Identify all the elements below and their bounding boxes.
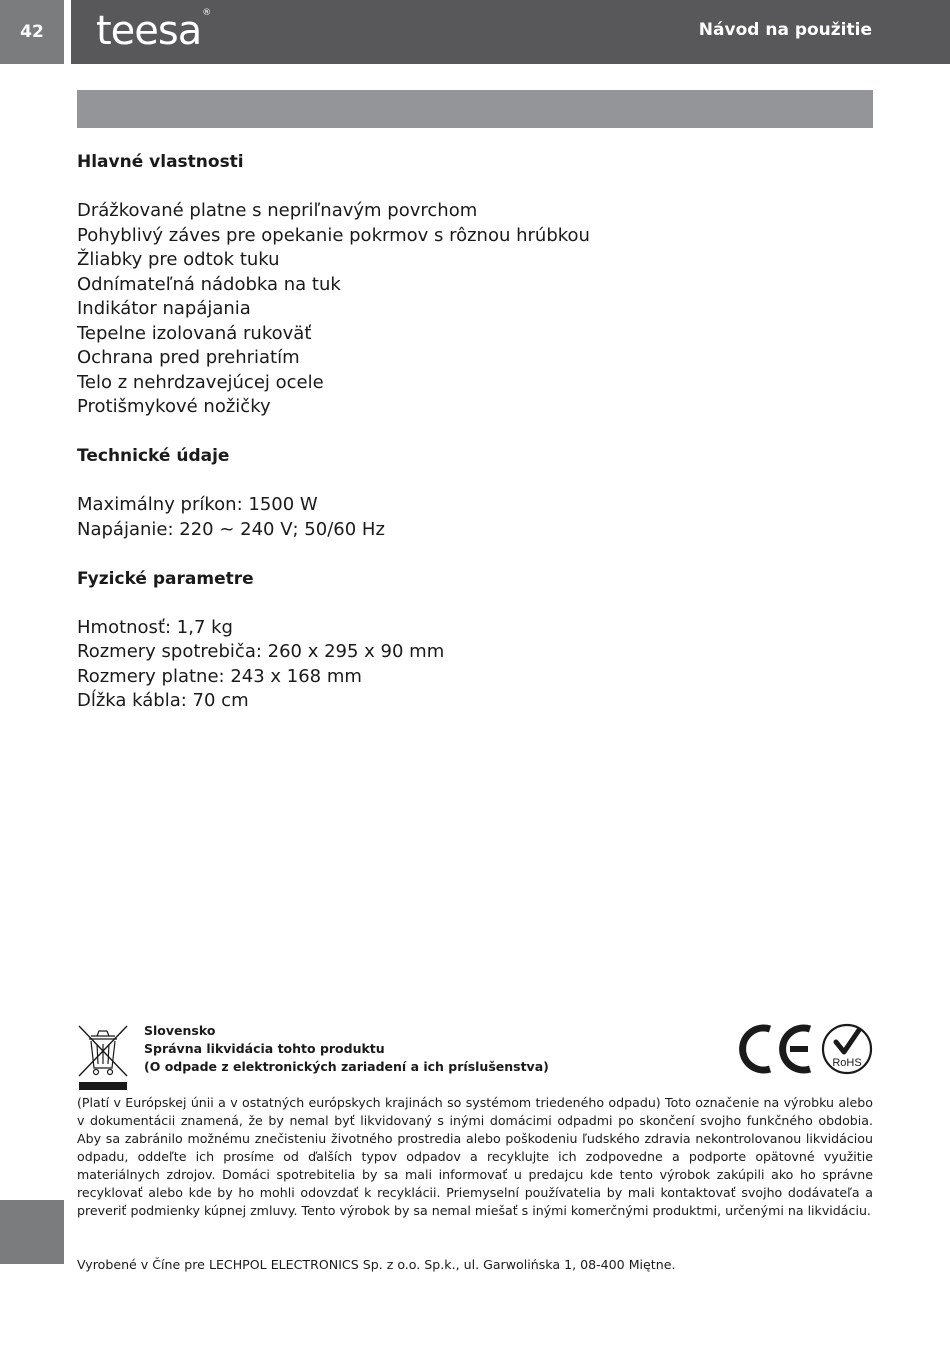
rohs-icon: [823, 1025, 871, 1073]
features-list: [77, 199, 873, 420]
certification-marks: [738, 1020, 874, 1078]
list-item: Maximálny príkon: 1500 W: [77, 494, 318, 515]
disposal-body: (Platí v Európskej únii a v ostatných európskych krajinách so systémom triedeného odpadu) Toto označenie na výrobku alebo v dokumentácii znamená, že by nemal byť likvidovaný s inými domácimi odpadmi po skončení svojho funkčného obdobia. Aby sa zabránilo možnému znečisteniu životného prostredia alebo poškodeniu ľudského zdravia nekontrolovanou likvidáciou odpadu, oddeľte ich prosíme od ďalších typov odpadov a recyklujte ich zodpovedne a podporte opätovné využitie materiálnych zdrojov. Domáci spotrebitelia by sa mali informovať u predajcu kde tento výrobok zakúpili ako ho správne recyklovať alebo kde by ho mohli odovzdať k recyklácii. Priemyselní používatelia by mali kontaktovať svojho dodávateľa a preveriť podmienky kúpnej zmluvy. Tento výrobok by sa nemal miešať s inými komerčnými produktmi, určenými na likvidáciu.: [77, 1095, 873, 1218]
document-title: Návod na použitie: [698, 20, 872, 40]
list-item: Ochrana pred prehriatím: [77, 347, 300, 368]
list-item: Napájanie: 220 ~ 240 V; 50/60 Hz: [77, 518, 385, 540]
list-item: Rozmery spotrebiča: 260 x 295 x 90 mm: [77, 641, 445, 662]
list-item: Žliabky pre odtok tuku: [77, 249, 280, 270]
list-item: Dĺžka kábla: 70 cm: [77, 690, 249, 711]
list-item: Drážkované platne s nepriľnavým povrchom: [77, 200, 478, 221]
brand-registered-mark: ®: [202, 8, 211, 18]
ce-mark-icon: [743, 1028, 810, 1070]
disposal-title: Správna likvidácia tohto produktu: [144, 1041, 385, 1056]
disposal-subtitle: (O odpade z elektronických zariadení a ich príslušenstva): [144, 1059, 549, 1074]
features-heading: Hlavné vlastnosti: [77, 152, 244, 172]
main-content: [77, 150, 873, 714]
brand-name: teesa: [96, 8, 202, 54]
list-item: Odnímateľná nádobka na tuk: [77, 273, 341, 295]
list-item: Indikátor napájania: [77, 298, 251, 319]
rohs-label: RoHS: [832, 1057, 862, 1069]
brand-logo: [96, 8, 210, 54]
list-item: Tepelne izolovaná rukoväť: [77, 322, 312, 344]
tech-list: [77, 493, 873, 542]
list-item: Telo z nehrdzavejúcej ocele: [77, 371, 324, 393]
list-item: Protišmykové nožičky: [77, 396, 271, 417]
list-item: Rozmery platne: 243 x 168 mm: [77, 665, 362, 687]
weee-bin-icon: [77, 1022, 129, 1092]
phys-heading: Fyzické parametre: [77, 568, 254, 589]
page-header: [0, 0, 950, 64]
manufacturer-info: Vyrobené v Číne pre LECHPOL ELECTRONICS Sp. z o.o. Sp.k., ul. Garwolińska 1, 08-400 Miętne.: [77, 1257, 676, 1272]
disposal-heading: [144, 1022, 549, 1076]
side-tab: [0, 1200, 64, 1264]
list-item: Pohyblivý záves pre opekanie pokrmov s rôznou hrúbkou: [77, 224, 590, 246]
list-item: Hmotnosť: 1,7 kg: [77, 616, 233, 638]
section-title-bar: [77, 90, 873, 128]
phys-list: [77, 616, 873, 714]
tech-heading: Technické údaje: [77, 446, 230, 466]
page-number: 42: [0, 0, 64, 64]
header-divider: [64, 0, 71, 64]
disposal-country: Slovensko: [144, 1023, 216, 1038]
